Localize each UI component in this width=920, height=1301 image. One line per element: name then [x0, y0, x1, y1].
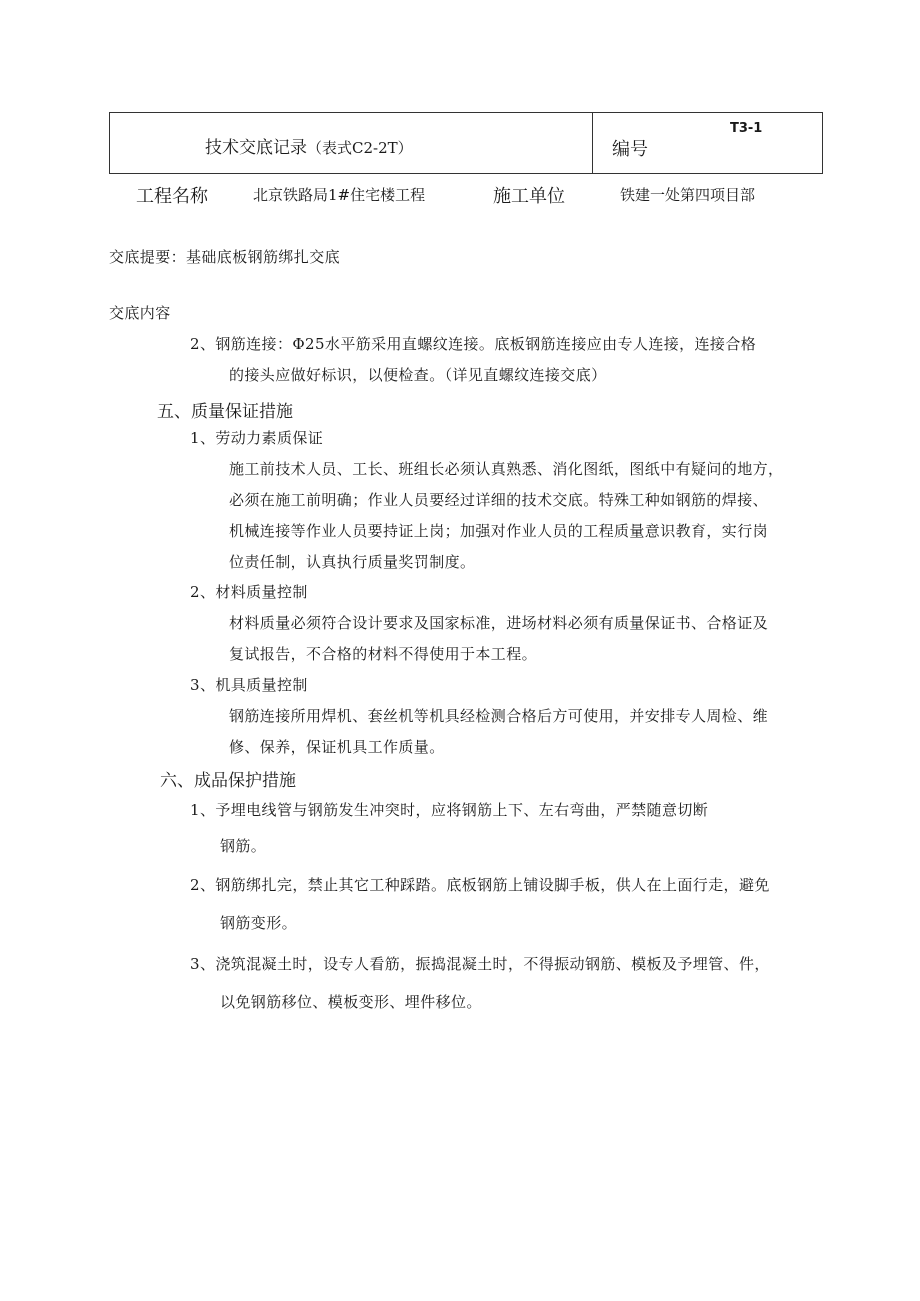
section-5-item-1-line: 施工前技术人员、工长、班组长必须认真熟悉、消化图纸，图纸中有疑问的地方， [229, 460, 784, 478]
disclosure-content-label: 交底内容 [109, 304, 171, 322]
construction-unit-value: 铁建一处第四项目部 [620, 186, 756, 204]
section-6-item-3-line-2: 以免钢筋移位、模板变形、埋件移位。 [220, 993, 482, 1011]
disclosure-summary: 交底提要：基础底板钢筋绑扎交底 [109, 248, 341, 266]
section-5-item-3-title: 3、机具质量控制 [190, 676, 308, 694]
section-6-item-1-line-2: 钢筋。 [220, 837, 267, 855]
section-6-item-3-line-1: 3、浇筑混凝土时，设专人看筋，振捣混凝土时，不得振动钢筋、模板及予埋管、件， [190, 955, 770, 973]
section-6-item-2-line-2: 钢筋变形。 [220, 914, 298, 932]
document-number: T3-1 [730, 121, 763, 136]
project-name-label: 工程名称 [136, 186, 208, 207]
section-6-item-2-line-1: 2、钢筋绑扎完，禁止其它工种踩踏。底板钢筋上铺设脚手板，供人在上面行走，避免 [190, 876, 770, 894]
construction-unit-label: 施工单位 [493, 186, 565, 207]
section-5-item-2-title: 2、材料质量控制 [190, 583, 308, 601]
document-title [205, 133, 413, 158]
project-name-value: 北京铁路局1#住宅楼工程 [253, 186, 426, 204]
connection-line-2: 的接头应做好标识，以便检查。（详见直螺纹连接交底） [229, 366, 607, 384]
section-5-item-3-line: 钢筋连接所用焊机、套丝机等机具经检测合格后方可使用，并安排专人周检、维 [229, 707, 769, 725]
section-5-item-1-line: 必须在施工前明确；作业人员要经过详细的技术交底。特殊工种如钢筋的焊接、 [229, 491, 769, 509]
section-5-heading: 五、质量保证措施 [157, 402, 293, 422]
header-table [109, 112, 823, 174]
document-title-text: 技术交底记录 [205, 138, 307, 158]
section-5-item-2-line: 复试报告，不合格的材料不得使用于本工程。 [229, 645, 538, 663]
section-5-item-1-line: 位责任制，认真执行质量奖罚制度。 [229, 553, 476, 571]
section-5-item-2-line: 材料质量必须符合设计要求及国家标准，进场材料必须有质量保证书、合格证及 [229, 614, 769, 632]
connection-line-1: 2、钢筋连接：Φ25水平筋采用直螺纹连接。底板钢筋连接应由专人连接，连接合格 [190, 335, 757, 353]
form-code: （表式C2-2T） [307, 139, 413, 157]
section-5-item-1-line: 机械连接等作业人员要持证上岗；加强对作业人员的工程质量意识教育，实行岗 [229, 522, 769, 540]
section-5-item-3-line: 修、保养，保证机具工作质量。 [229, 738, 445, 756]
section-6-heading: 六、成品保护措施 [160, 771, 296, 791]
section-6-item-1-line-1: 1、予埋电线管与钢筋发生冲突时，应将钢筋上下、左右弯曲，严禁随意切断 [190, 801, 709, 819]
number-label: 编号 [612, 139, 648, 160]
section-5-item-1-title: 1、劳动力素质保证 [190, 429, 324, 447]
header-divider [592, 113, 593, 173]
